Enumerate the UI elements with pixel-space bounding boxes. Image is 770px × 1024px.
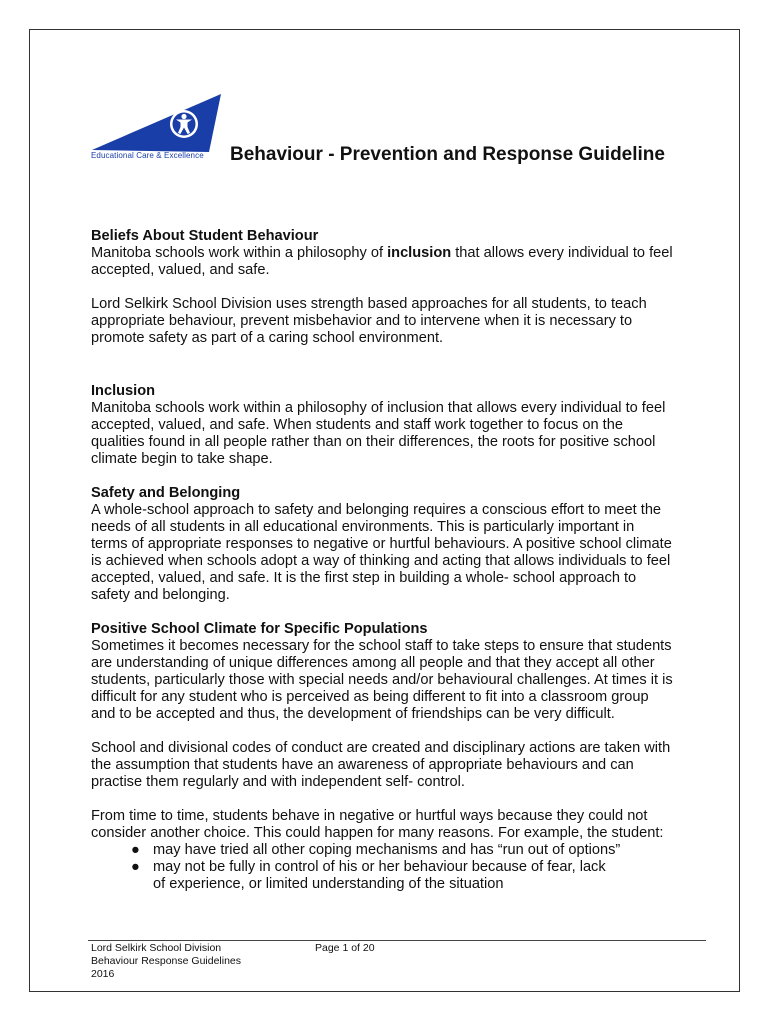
safety-section: [91, 485, 705, 604]
text-line: safety and belonging.: [91, 587, 230, 603]
climate-paragraph-3: [91, 808, 705, 842]
beliefs-p1-text: Manitoba schools work within a philosophy of: [91, 245, 388, 261]
beliefs-section: [91, 228, 705, 347]
bullet-icon: ●: [131, 859, 140, 875]
page-title: Behaviour - Prevention and Response Guideline: [230, 144, 665, 165]
list-item: [91, 859, 705, 893]
bullet-icon: ●: [131, 842, 140, 858]
footer-doc-name: Behaviour Response Guidelines: [91, 955, 242, 967]
logo-sail-shape: [88, 92, 223, 152]
beliefs-p1-line-2: accepted, valued, and safe.: [91, 262, 270, 278]
inclusion-section: [91, 383, 705, 468]
beliefs-paragraph-2: [91, 296, 705, 347]
footer-divider: [88, 940, 706, 941]
text-line: practise them regularly and with independent self- control.: [91, 774, 465, 790]
text-line: Manitoba schools work within a philosophy of inclusion that allows every individual to feel: [91, 400, 666, 416]
text-line: of experience, or limited understanding of the situation: [153, 876, 504, 892]
text-line: promote safety as part of a caring school environment.: [91, 330, 444, 346]
text-line: qualities found in all people rather than on their differences, the roots for positive school: [91, 434, 656, 450]
text-line: may not be fully in control of his or her behaviour because of fear, lack: [153, 859, 606, 875]
climate-paragraph-1: [91, 638, 705, 723]
logo-caption: Educational Care & Excellence: [91, 151, 204, 160]
text-line: Sometimes it becomes necessary for the school staff to take steps to ensure that students: [91, 638, 672, 654]
text-line: School and divisional codes of conduct are created and disciplinary actions are taken with: [91, 740, 671, 756]
safety-paragraph: [91, 502, 705, 604]
division-logo: [88, 92, 223, 172]
document-body: [91, 228, 705, 893]
text-line: students, particularly those with special needs and/or behavioural challenges. At times it is: [91, 672, 673, 688]
text-line: terms of appropriate responses to negative or hurtful behaviours. A positive school climate: [91, 536, 672, 552]
text-line: accepted, valued, and safe. It is the first step in building a whole- school approach to: [91, 570, 637, 586]
footer-info: [91, 942, 241, 981]
text-line: appropriate behaviour, prevent misbehavior and to intervene when it is necessary to: [91, 313, 633, 329]
text-line: From time to time, students behave in negative or hurtful ways because they could not: [91, 808, 648, 824]
footer-year: 2016: [91, 968, 115, 980]
beliefs-p1-after: that allows every individual to feel: [451, 245, 673, 261]
text-line: Lord Selkirk School Division uses strength based approaches for all students, to teach: [91, 296, 647, 312]
text-line: accepted, valued, and safe. When students and staff work together to focus on the: [91, 417, 623, 433]
text-line: the assumption that students have an awareness of appropriate behaviours and can: [91, 757, 634, 773]
climate-section: [91, 621, 705, 893]
list-item: [91, 842, 705, 859]
footer-org: Lord Selkirk School Division: [91, 942, 222, 954]
section-heading-climate: Positive School Climate for Specific Populations: [91, 621, 428, 637]
page-number: Page 1 of 20: [315, 942, 375, 954]
text-line: difficult for any student who is perceived as being different to fit into a classroom group: [91, 689, 649, 705]
text-line: climate begin to take shape.: [91, 451, 273, 467]
beliefs-paragraph-1: [91, 245, 705, 279]
text-line: A whole-school approach to safety and belonging requires a conscious effort to meet the: [91, 502, 662, 518]
inclusion-paragraph: [91, 400, 705, 468]
section-heading-beliefs: Beliefs About Student Behaviour: [91, 228, 319, 244]
text-line: may have tried all other coping mechanisms and has “run out of options”: [153, 842, 621, 858]
climate-paragraph-2: [91, 740, 705, 791]
section-heading-inclusion: Inclusion: [91, 383, 156, 399]
text-line: needs of all students in all educational environments. This is particularly important in: [91, 519, 635, 535]
text-line: consider another choice. This could happen for many reasons. For example, the student:: [91, 825, 664, 841]
section-heading-safety: Safety and Belonging: [91, 485, 241, 501]
text-line: is achieved when schools adopt a way of thinking and acting that allows individuals to feel: [91, 553, 671, 569]
beliefs-p1-bold: inclusion: [387, 245, 452, 261]
text-line: and to be accepted and thus, the development of friendships can be very difficult.: [91, 706, 615, 722]
text-line: are understanding of unique differences among all people and that they accept all other: [91, 655, 655, 671]
reasons-bullet-list: [91, 842, 705, 893]
